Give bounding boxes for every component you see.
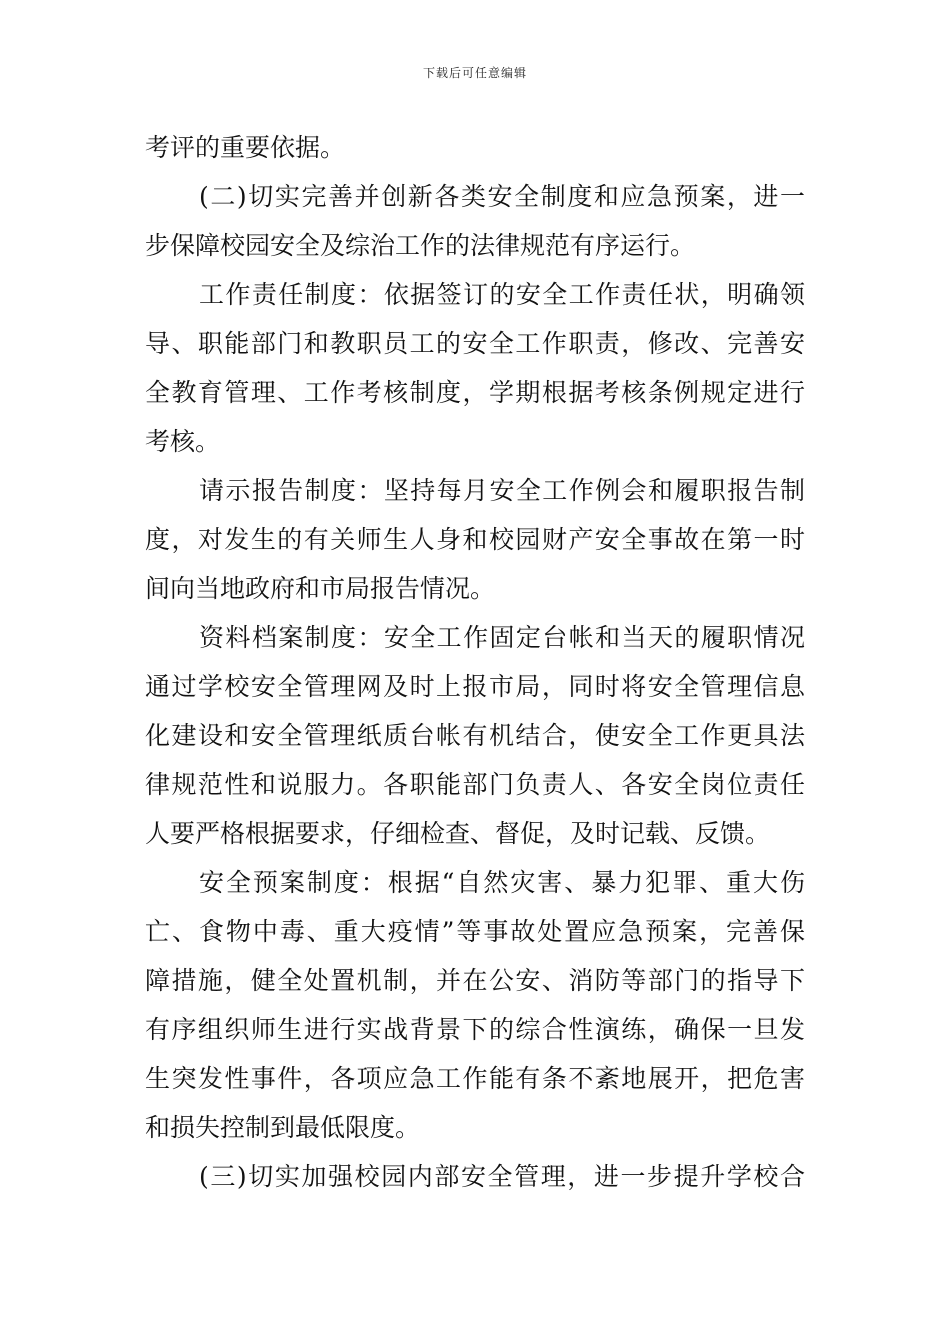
- text-line: 亡、食物中毒、重大疫情”等事故处置应急预案，完善保: [145, 917, 805, 946]
- text-line: 律规范性和说服力。各职能部门负责人、各安全岗位责任: [145, 770, 805, 799]
- text-line: 障措施，健全处置机制，并在公安、消防等部门的指导下: [145, 966, 805, 995]
- paragraph-first-line: 安全预案制度：根据“自然灾害、暴力犯罪、重大伤: [199, 868, 805, 897]
- text-line: 度，对发生的有关师生人身和校园财产安全事故在第一时: [145, 525, 805, 554]
- text-line: 人要严格根据要求，仔细检查、督促，及时记载、反馈。: [145, 819, 771, 848]
- text-line: 考核。: [145, 427, 221, 456]
- text-line: 间向当地政府和市局报告情况。: [145, 574, 496, 603]
- page-header-note: 下载后可任意编辑: [422, 66, 527, 80]
- paragraph-first-line: 资料档案制度：安全工作固定台帐和当天的履职情况: [199, 623, 805, 652]
- text-line: 化建设和安全管理纸质台帐有机结合，使安全工作更具法: [145, 721, 805, 750]
- text-line: 全教育管理、工作考核制度，学期根据考核条例规定进行: [145, 378, 805, 407]
- text-line: 生突发性事件，各项应急工作能有条不紊地展开，把危害: [145, 1064, 805, 1093]
- text-line: 导、职能部门和教职员工的安全工作职责，修改、完善安: [145, 329, 805, 358]
- document-body: [145, 123, 805, 1201]
- paragraph-first-line: 请示报告制度：坚持每月安全工作例会和履职报告制: [199, 476, 805, 505]
- paragraph-first-line: 工作责任制度：依据签订的安全工作责任状，明确领: [199, 280, 805, 309]
- text-line: 通过学校安全管理网及时上报市局，同时将安全管理信息: [145, 672, 805, 701]
- paragraph-first-line: (二)切实完善并创新各类安全制度和应急预案，进一: [199, 182, 805, 211]
- text-line: 步保障校园安全及综治工作的法律规范有序运行。: [145, 231, 696, 260]
- text-line: 考评的重要依据。: [145, 133, 346, 162]
- paragraph-first-line: (三)切实加强校园内部安全管理，进一步提升学校合: [199, 1162, 805, 1191]
- text-line: 有序组织师生进行实战背景下的综合性演练，确保一旦发: [145, 1015, 805, 1044]
- text-line: 和损失控制到最低限度。: [145, 1113, 421, 1142]
